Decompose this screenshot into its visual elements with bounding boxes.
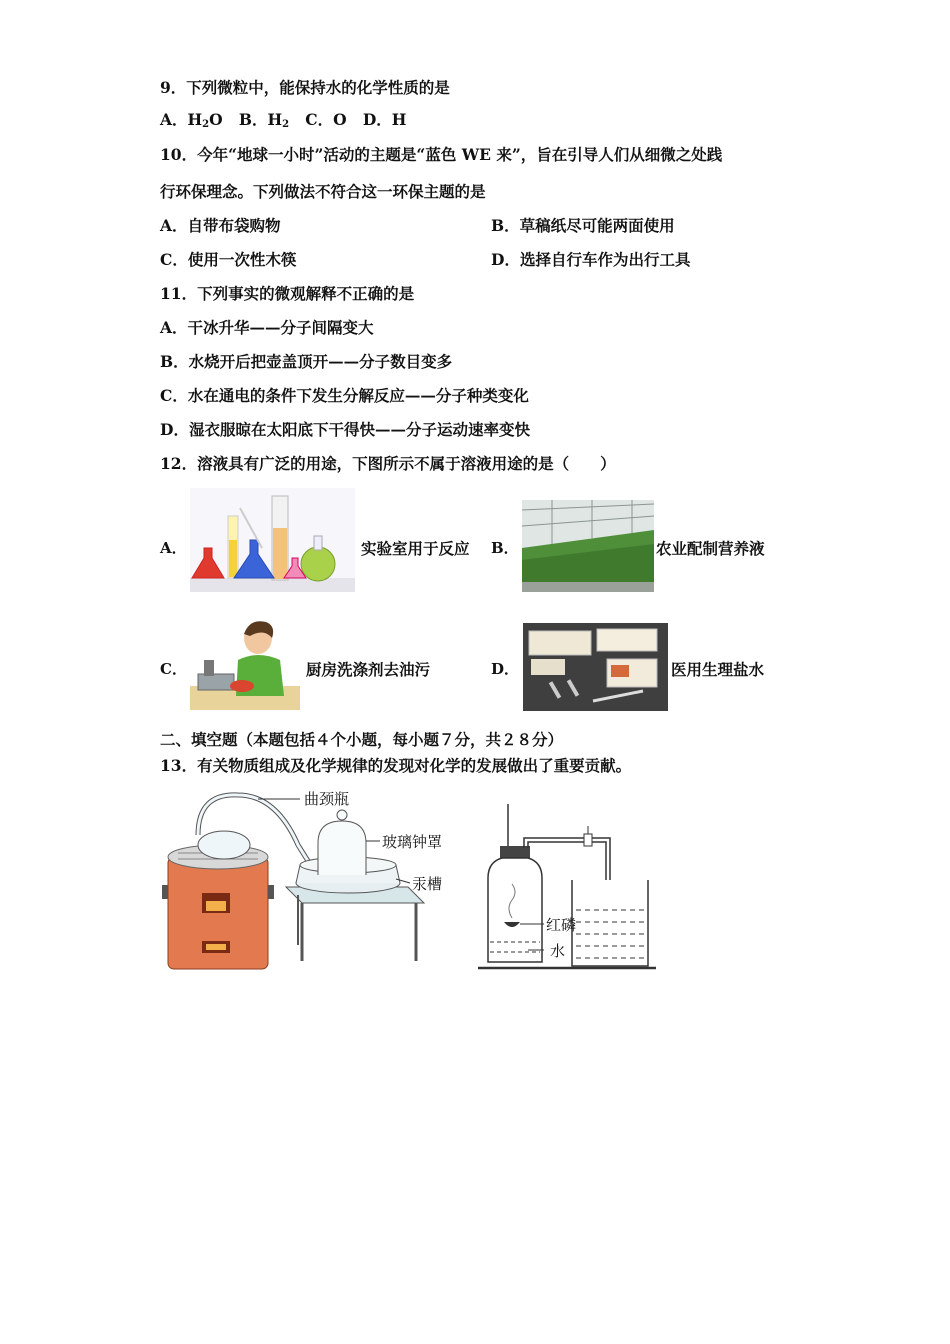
q12-d-caption: 医用生理盐水 (671, 660, 765, 679)
q11-stem: 11．下列事实的微观解释不正确的是 (160, 284, 415, 303)
q10-stem-line2: 行环保理念。下列做法不符合这一环保主题的是 (160, 182, 486, 201)
label-mercury-trough: 汞槽 (412, 875, 443, 893)
section2-heading: 二、填空题（本题包括４个小题，每小题７分，共２８分） (160, 730, 564, 749)
q9-option-c: C．O (305, 110, 347, 129)
q9-option-b: B．$H_2$ (238, 110, 290, 130)
label-water: 水 (550, 942, 566, 960)
q12-stem: 12．溶液具有广泛的用途，下图所示不属于溶液用途的是（ ） (160, 454, 616, 473)
lavoisier-apparatus-figure (158, 785, 458, 975)
phosphorus-apparatus-figure (478, 800, 658, 972)
q12-b-letter: B． (491, 539, 519, 557)
kitchen-washing-image (190, 616, 300, 710)
q10-option-a: A．自带布袋购物 (160, 216, 281, 235)
lab-glassware-image (190, 488, 355, 592)
q9-stem: 9．下列微粒中，能保持水的化学性质的是 (160, 78, 450, 97)
saline-image (523, 623, 668, 711)
label-retort: 曲颈瓶 (304, 790, 350, 808)
q11-option-c: C．水在通电的条件下发生分解反应——分子种类变化 (160, 386, 529, 405)
q9-option-a: A．$H_2O$ (160, 110, 223, 130)
q10-option-c: C．使用一次性木筷 (160, 250, 297, 269)
greenhouse-image (522, 500, 654, 592)
q13-stem: 13．有关物质组成及化学规律的发现对化学的发展做出了重要贡献。 (160, 756, 632, 775)
label-bell-jar: 玻璃钟罩 (382, 833, 443, 851)
q11-option-d: D．湿衣服晾在太阳底下干得快——分子运动速率变快 (160, 420, 530, 439)
q10-option-b: B．草稿纸尽可能两面使用 (491, 216, 675, 235)
q10-stem-line1: 10．今年“地球一小时”活动的主题是“蓝色 WE 来”，旨在引导人们从细微之处践 (160, 145, 723, 164)
q10-option-d: D．选择自行车作为出行工具 (491, 250, 691, 269)
q9-option-d: D．H (362, 110, 407, 129)
q11-option-a: A．干冰升华——分子间隔变大 (160, 318, 374, 337)
q12-b-caption: 农业配制营养液 (656, 539, 765, 558)
q11-option-b: B．水烧开后把壶盖顶开——分子数目变多 (160, 352, 453, 371)
label-red-phosphorus: 红磷 (546, 916, 577, 934)
q12-d-letter: D． (491, 660, 520, 678)
q12-a-letter: A． (160, 539, 187, 557)
q12-c-letter: C． (160, 660, 187, 678)
q12-a-caption: 实验室用于反应 (361, 539, 470, 558)
q9-options (160, 110, 406, 135)
q12-c-caption: 厨房洗涤剂去油污 (306, 660, 431, 679)
